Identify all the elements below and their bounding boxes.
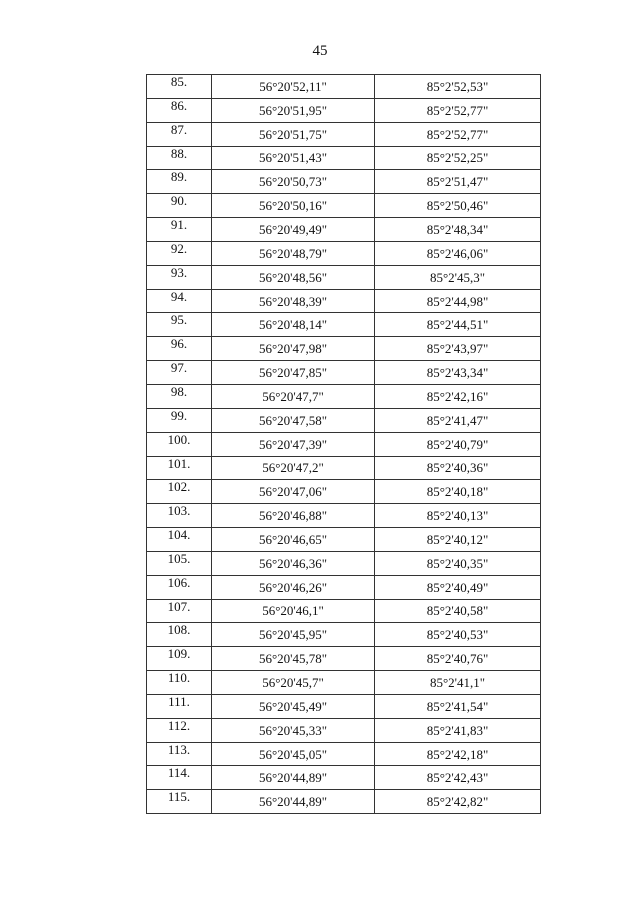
- longitude-cell: 85°2'40,13": [375, 504, 541, 528]
- point-number-cell: 109.: [147, 647, 212, 671]
- coordinates-table-body: [147, 75, 541, 814]
- table-row: [147, 551, 541, 575]
- latitude-cell: 56°20'51,43": [212, 146, 375, 170]
- point-number-cell: 93.: [147, 265, 212, 289]
- point-number-cell: 96.: [147, 337, 212, 361]
- point-number-cell: 110.: [147, 671, 212, 695]
- table-row: [147, 766, 541, 790]
- latitude-cell: 56°20'48,79": [212, 241, 375, 265]
- point-number-cell: 95.: [147, 313, 212, 337]
- longitude-cell: 85°2'40,36": [375, 456, 541, 480]
- coordinates-table: [146, 74, 541, 814]
- longitude-cell: 85°2'40,58": [375, 599, 541, 623]
- latitude-cell: 56°20'48,39": [212, 289, 375, 313]
- longitude-cell: 85°2'41,1": [375, 671, 541, 695]
- table-row: [147, 122, 541, 146]
- table-row: [147, 694, 541, 718]
- point-number-cell: 91.: [147, 218, 212, 242]
- table-row: [147, 289, 541, 313]
- table-row: [147, 504, 541, 528]
- table-row: [147, 361, 541, 385]
- table-row: [147, 98, 541, 122]
- latitude-cell: 56°20'47,85": [212, 361, 375, 385]
- latitude-cell: 56°20'50,16": [212, 194, 375, 218]
- longitude-cell: 85°2'46,06": [375, 241, 541, 265]
- latitude-cell: 56°20'46,26": [212, 575, 375, 599]
- point-number-cell: 102.: [147, 480, 212, 504]
- table-row: [147, 456, 541, 480]
- point-number-cell: 115.: [147, 790, 212, 814]
- longitude-cell: 85°2'44,98": [375, 289, 541, 313]
- latitude-cell: 56°20'47,98": [212, 337, 375, 361]
- longitude-cell: 85°2'52,77": [375, 122, 541, 146]
- point-number-cell: 89.: [147, 170, 212, 194]
- latitude-cell: 56°20'44,89": [212, 790, 375, 814]
- longitude-cell: 85°2'52,53": [375, 75, 541, 99]
- latitude-cell: 56°20'46,65": [212, 528, 375, 552]
- table-row: [147, 384, 541, 408]
- longitude-cell: 85°2'40,49": [375, 575, 541, 599]
- latitude-cell: 56°20'48,14": [212, 313, 375, 337]
- latitude-cell: 56°20'48,56": [212, 265, 375, 289]
- table-row: [147, 647, 541, 671]
- point-number-cell: 114.: [147, 766, 212, 790]
- point-number-cell: 106.: [147, 575, 212, 599]
- latitude-cell: 56°20'51,75": [212, 122, 375, 146]
- table-row: [147, 599, 541, 623]
- point-number-cell: 107.: [147, 599, 212, 623]
- point-number-cell: 97.: [147, 361, 212, 385]
- longitude-cell: 85°2'40,18": [375, 480, 541, 504]
- longitude-cell: 85°2'42,82": [375, 790, 541, 814]
- page-number: 45: [312, 43, 328, 59]
- table-row: [147, 146, 541, 170]
- point-number-cell: 85.: [147, 75, 212, 99]
- latitude-cell: 56°20'47,2": [212, 456, 375, 480]
- point-number-cell: 104.: [147, 528, 212, 552]
- longitude-cell: 85°2'41,83": [375, 718, 541, 742]
- latitude-cell: 56°20'47,58": [212, 408, 375, 432]
- table-row: [147, 718, 541, 742]
- point-number-cell: 103.: [147, 504, 212, 528]
- table-row: [147, 170, 541, 194]
- table-row: [147, 218, 541, 242]
- longitude-cell: 85°2'44,51": [375, 313, 541, 337]
- latitude-cell: 56°20'46,36": [212, 551, 375, 575]
- table-row: [147, 480, 541, 504]
- latitude-cell: 56°20'45,78": [212, 647, 375, 671]
- longitude-cell: 85°2'52,77": [375, 98, 541, 122]
- table-row: [147, 265, 541, 289]
- table-row: [147, 790, 541, 814]
- longitude-cell: 85°2'40,12": [375, 528, 541, 552]
- point-number-cell: 111.: [147, 694, 212, 718]
- longitude-cell: 85°2'40,35": [375, 551, 541, 575]
- point-number-cell: 87.: [147, 122, 212, 146]
- longitude-cell: 85°2'51,47": [375, 170, 541, 194]
- point-number-cell: 105.: [147, 551, 212, 575]
- table-row: [147, 742, 541, 766]
- longitude-cell: 85°2'40,79": [375, 432, 541, 456]
- table-row: [147, 241, 541, 265]
- latitude-cell: 56°20'47,39": [212, 432, 375, 456]
- table-row: [147, 575, 541, 599]
- latitude-cell: 56°20'52,11": [212, 75, 375, 99]
- longitude-cell: 85°2'43,97": [375, 337, 541, 361]
- latitude-cell: 56°20'46,88": [212, 504, 375, 528]
- latitude-cell: 56°20'49,49": [212, 218, 375, 242]
- point-number-cell: 90.: [147, 194, 212, 218]
- longitude-cell: 85°2'43,34": [375, 361, 541, 385]
- longitude-cell: 85°2'42,18": [375, 742, 541, 766]
- longitude-cell: 85°2'41,47": [375, 408, 541, 432]
- point-number-cell: 88.: [147, 146, 212, 170]
- table-row: [147, 671, 541, 695]
- point-number-cell: 100.: [147, 432, 212, 456]
- latitude-cell: 56°20'44,89": [212, 766, 375, 790]
- point-number-cell: 112.: [147, 718, 212, 742]
- latitude-cell: 56°20'45,49": [212, 694, 375, 718]
- longitude-cell: 85°2'52,25": [375, 146, 541, 170]
- point-number-cell: 98.: [147, 384, 212, 408]
- point-number-cell: 86.: [147, 98, 212, 122]
- longitude-cell: 85°2'42,43": [375, 766, 541, 790]
- table-row: [147, 623, 541, 647]
- point-number-cell: 113.: [147, 742, 212, 766]
- latitude-cell: 56°20'45,05": [212, 742, 375, 766]
- point-number-cell: 99.: [147, 408, 212, 432]
- point-number-cell: 108.: [147, 623, 212, 647]
- longitude-cell: 85°2'41,54": [375, 694, 541, 718]
- table-row: [147, 528, 541, 552]
- point-number-cell: 92.: [147, 241, 212, 265]
- table-row: [147, 432, 541, 456]
- latitude-cell: 56°20'45,7": [212, 671, 375, 695]
- latitude-cell: 56°20'51,95": [212, 98, 375, 122]
- table-row: [147, 75, 541, 99]
- latitude-cell: 56°20'47,06": [212, 480, 375, 504]
- table-row: [147, 194, 541, 218]
- point-number-cell: 94.: [147, 289, 212, 313]
- table-row: [147, 313, 541, 337]
- latitude-cell: 56°20'47,7": [212, 384, 375, 408]
- table-row: [147, 337, 541, 361]
- longitude-cell: 85°2'40,76": [375, 647, 541, 671]
- longitude-cell: 85°2'50,46": [375, 194, 541, 218]
- longitude-cell: 85°2'42,16": [375, 384, 541, 408]
- longitude-cell: 85°2'45,3": [375, 265, 541, 289]
- longitude-cell: 85°2'40,53": [375, 623, 541, 647]
- table-row: [147, 408, 541, 432]
- point-number-cell: 101.: [147, 456, 212, 480]
- latitude-cell: 56°20'45,95": [212, 623, 375, 647]
- latitude-cell: 56°20'46,1": [212, 599, 375, 623]
- latitude-cell: 56°20'50,73": [212, 170, 375, 194]
- latitude-cell: 56°20'45,33": [212, 718, 375, 742]
- longitude-cell: 85°2'48,34": [375, 218, 541, 242]
